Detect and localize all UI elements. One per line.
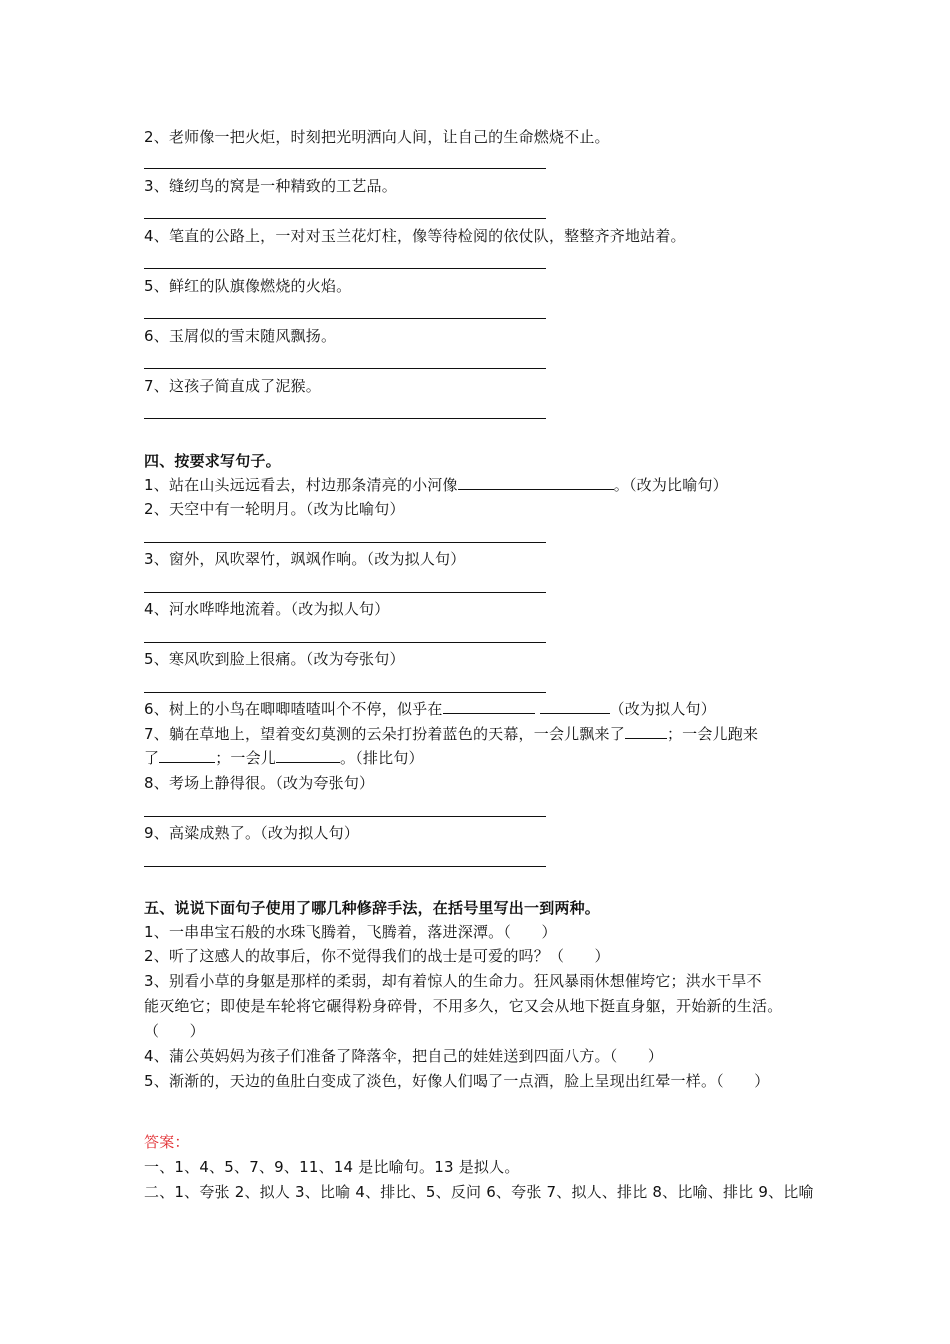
section-5-heading: 五、说说下面句子使用了哪几种修辞手法，在括号里写出一到两种。 <box>144 899 601 917</box>
answer-line[interactable] <box>144 692 546 693</box>
s4-question-8: 8、考场上静得很。（改为夸张句） <box>144 774 375 792</box>
answer-line[interactable] <box>144 368 546 369</box>
s5-question-4: 4、蒲公英妈妈为孩子们准备了降落伞，把自己的娃娃送到四面八方。（ ） <box>144 1047 664 1065</box>
s3-question-2: 2、老师像一把火炬，时刻把光明洒向人间，让自己的生命燃烧不止。 <box>144 128 610 146</box>
answer-line[interactable] <box>144 816 546 817</box>
answers-line-2: 二、1、夸张 2、拟人 3、比喻 4、排比、5、反问 6、夸张 7、拟人、排比 8、比喻、排比 9、比喻 <box>144 1183 814 1201</box>
s5-question-3-line-1: 3、别看小草的身躯是那样的柔弱，却有着惊人的生命力。狂风暴雨休想催垮它；洪水干旱不 <box>144 972 762 990</box>
fill-blank[interactable] <box>159 748 215 763</box>
s5-question-5: 5、渐渐的，天边的鱼肚白变成了淡色，好像人们喝了一点酒，脸上呈现出红晕一样。（ ） <box>144 1072 770 1090</box>
s3-question-4: 4、笔直的公路上，一对对玉兰花灯柱，像等待检阅的依仗队，整整齐齐地站着。 <box>144 227 686 245</box>
s4-q1-text: 1、站在山头远远看去，村边那条清亮的小河像 <box>144 476 458 494</box>
answers-line-1: 一、1、4、5、7、9、11、14 是比喻句。13 是拟人。 <box>144 1158 520 1176</box>
answer-line[interactable] <box>144 268 546 269</box>
answer-line[interactable] <box>144 168 546 169</box>
answer-line[interactable] <box>144 418 546 419</box>
section-4-heading: 四、按要求写句子。 <box>144 452 281 470</box>
s4-question-7-line-2 <box>144 748 424 768</box>
s4-q7-text-4: ；一会儿 <box>215 749 277 767</box>
s5-question-2: 2、听了这感人的故事后，你不觉得我们的战士是可爱的吗？（ ） <box>144 947 610 965</box>
answer-line[interactable] <box>144 218 546 219</box>
answer-line[interactable] <box>144 642 546 643</box>
s4-q6-text: 6、树上的小鸟在唧唧喳喳叫个不停，似乎在 <box>144 700 443 718</box>
fill-blank[interactable] <box>276 748 340 763</box>
fill-blank[interactable] <box>540 699 610 714</box>
answer-line[interactable] <box>144 592 546 593</box>
s4-question-1 <box>144 475 728 495</box>
s4-q7-hint: 。（排比句） <box>340 749 424 767</box>
s4-q7-text-3: 了 <box>144 749 160 767</box>
fill-blank[interactable] <box>443 699 535 714</box>
s4-question-5: 5、寒风吹到脸上很痛。（改为夸张句） <box>144 650 405 668</box>
s3-question-7: 7、这孩子简直成了泥猴。 <box>144 377 321 395</box>
s3-question-5: 5、鲜红的队旗像燃烧的火焰。 <box>144 277 352 295</box>
fill-blank[interactable] <box>458 475 614 490</box>
s4-question-2: 2、天空中有一轮明月。（改为比喻句） <box>144 500 405 518</box>
s4-question-9: 9、高粱成熟了。（改为拟人句） <box>144 824 360 842</box>
s4-q7-text-2: ；一会儿跑来 <box>666 725 759 743</box>
answer-line[interactable] <box>144 318 546 319</box>
s4-question-4: 4、河水哗哗地流着。（改为拟人句） <box>144 600 390 618</box>
s4-q7-text: 7、躺在草地上，望着变幻莫测的云朵打扮着蓝色的天幕，一会儿飘来了 <box>144 725 625 743</box>
s3-question-6: 6、玉屑似的雪末随风飘扬。 <box>144 327 337 345</box>
answer-line[interactable] <box>144 542 546 543</box>
s4-q6-hint: （改为拟人句） <box>609 700 716 718</box>
s4-q1-hint: 。（改为比喻句） <box>613 476 728 494</box>
s5-question-1: 1、一串串宝石般的水珠飞腾着，飞腾着，落进深潭。（ ） <box>144 923 557 941</box>
s5-question-3-line-2: 能灭绝它；即使是车轮将它碾得粉身碎骨，不用多久，它又会从地下挺直身躯，开始新的生活。 <box>144 997 783 1015</box>
s4-question-7-line-1 <box>144 724 758 744</box>
s5-question-3-line-3: （ ） <box>144 1022 205 1040</box>
s4-question-6 <box>144 699 716 719</box>
fill-blank[interactable] <box>625 724 667 739</box>
s3-question-3: 3、缝纫鸟的窝是一种精致的工艺品。 <box>144 177 397 195</box>
s4-question-3: 3、窗外，风吹翠竹，飒飒作响。（改为拟人句） <box>144 550 466 568</box>
answers-title: 答案： <box>144 1133 190 1151</box>
answer-line[interactable] <box>144 866 546 867</box>
